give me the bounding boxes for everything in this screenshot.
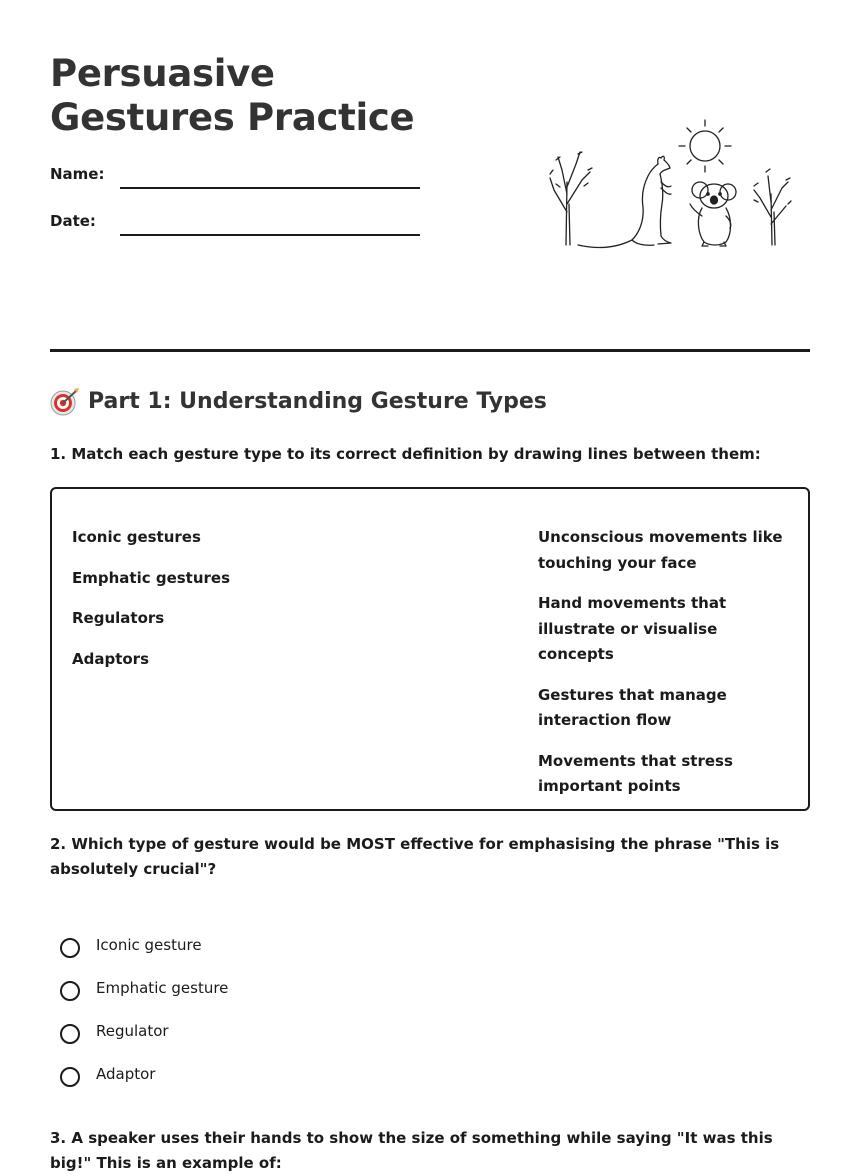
tree-icon <box>550 152 592 245</box>
question-1: 1. Match each gesture type to its correct definition by drawing lines between them: <box>50 445 761 463</box>
radio-button[interactable] <box>60 1024 80 1044</box>
option-label: Emphatic gesture <box>96 978 229 997</box>
question-3: 3. A speaker uses their hands to show the size of something while saying "It was this big!" This is an example of: <box>50 1129 773 1172</box>
page-title: Persuasive Gestures Practice <box>50 52 415 139</box>
matching-box[interactable] <box>50 487 810 811</box>
option-iconic[interactable] <box>60 925 228 968</box>
definitions-list <box>538 525 788 815</box>
date-field[interactable] <box>120 234 420 236</box>
option-adaptor[interactable] <box>60 1054 228 1097</box>
radio-button[interactable] <box>60 981 80 1001</box>
option-label: Iconic gesture <box>96 935 202 954</box>
match-right-item[interactable]: Unconscious movements like touching your face <box>538 528 783 572</box>
match-left-item[interactable]: Regulators <box>72 609 165 627</box>
option-regulator[interactable] <box>60 1011 228 1054</box>
option-emphatic[interactable] <box>60 968 228 1011</box>
koala-icon <box>690 182 736 246</box>
gesture-types-list <box>72 525 230 687</box>
question-2: 2. Which type of gesture would be MOST effective for emphasising the phrase "This is absolutely crucial"? <box>50 835 780 878</box>
radio-button[interactable] <box>60 1067 80 1087</box>
section-divider <box>50 349 810 352</box>
part1-heading-text: Part 1: Understanding Gesture Types <box>88 388 547 414</box>
match-left-item[interactable]: Iconic gestures <box>72 528 201 546</box>
match-right-item[interactable]: Movements that stress important points <box>538 751 733 795</box>
match-right-item[interactable]: Gestures that manage interaction flow <box>538 685 727 729</box>
match-right-item[interactable]: Hand movements that illustrate or visualise concepts <box>538 594 727 663</box>
part1-heading <box>50 386 547 416</box>
target-icon <box>50 386 80 416</box>
match-left-item[interactable]: Adaptors <box>72 649 150 668</box>
sun-icon <box>679 120 731 172</box>
question-2-options <box>60 925 228 1097</box>
radio-button[interactable] <box>60 938 80 958</box>
tree-icon <box>754 169 791 245</box>
option-label: Adaptor <box>96 1064 156 1083</box>
australian-animals-illustration <box>540 112 800 257</box>
name-field[interactable] <box>120 187 420 189</box>
date-label: Date: <box>50 212 96 230</box>
option-label: Regulator <box>96 1021 169 1040</box>
match-left-item[interactable]: Emphatic gestures <box>72 568 231 587</box>
kangaroo-icon <box>578 156 671 247</box>
name-label: Name: <box>50 165 105 183</box>
